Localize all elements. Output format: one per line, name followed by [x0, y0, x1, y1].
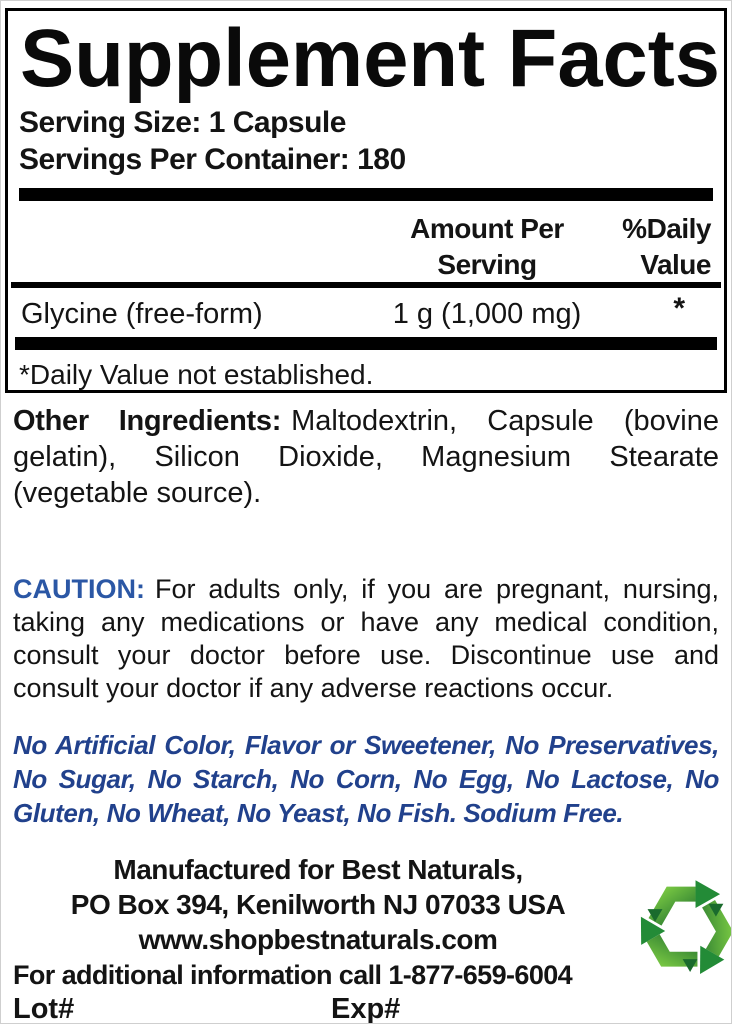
- servings-per-container: Servings Per Container: 180: [19, 143, 406, 176]
- title-text: Supplement Facts: [20, 22, 720, 104]
- supplement-facts-title: [19, 22, 723, 104]
- serving-size: Serving Size: 1 Capsule: [19, 106, 346, 139]
- manufacturer-website: www.shopbestnaturals.com: [138, 924, 498, 955]
- caution: [13, 573, 719, 705]
- ingredient-daily-value: *: [673, 292, 685, 325]
- recycle-icon: [623, 860, 732, 988]
- ingredient-name: Glycine (free-form): [21, 298, 263, 330]
- daily-value-header: %Daily Value: [622, 213, 711, 280]
- recycle-icon-wrap: [623, 852, 732, 1024]
- exp-label: Exp#: [331, 993, 401, 1024]
- caution-text: For adults only, if you are pregnant, nursing, taking any medications or have any medical condition, consult your doctor before use. Discontinue use and consult your doctor if any adverse reactions occur.: [13, 574, 719, 703]
- other-ingredients-text: Maltodextrin, Capsule (bovine gelatin), Silicon Dioxide, Magnesium Stearate (vegetable source).: [13, 405, 719, 509]
- caution-label: CAUTION:: [13, 574, 145, 604]
- ingredient-amount: 1 g (1,000 mg): [392, 298, 582, 330]
- manufacturer-address: [1, 852, 623, 1024]
- divider-bar-top: [19, 188, 713, 201]
- manufacturer-line1: Manufactured for Best Naturals,: [113, 854, 523, 885]
- phone-line: For additional information call 1-877-659-6004: [13, 960, 573, 990]
- daily-value-footnote: *Daily Value not established.: [19, 359, 374, 390]
- manufacturer-line2: PO Box 394, Kenilworth NJ 07033 USA: [70, 889, 566, 920]
- manufacturer-block: [1, 852, 731, 1024]
- ingredient-row: [19, 288, 713, 337]
- facts-header-row: [19, 201, 713, 279]
- divider-bar-bottom: [15, 337, 717, 350]
- amount-per-serving-header: Amount Per Serving: [410, 213, 564, 280]
- free-of-claims: No Artificial Color, Flavor or Sweetener, No Preservatives, No Sugar, No Starch, No Corn, No Egg, No Lactose, No Gluten, No Wheat, No Yeast, No Fish. Sodium Free.: [13, 730, 719, 828]
- supplement-facts-panel: [5, 8, 727, 393]
- lot-exp-row: [13, 993, 623, 1024]
- other-ingredients-label: Other Ingredients:: [13, 405, 282, 437]
- lot-label: Lot#: [13, 993, 75, 1024]
- other-ingredients: [13, 403, 719, 511]
